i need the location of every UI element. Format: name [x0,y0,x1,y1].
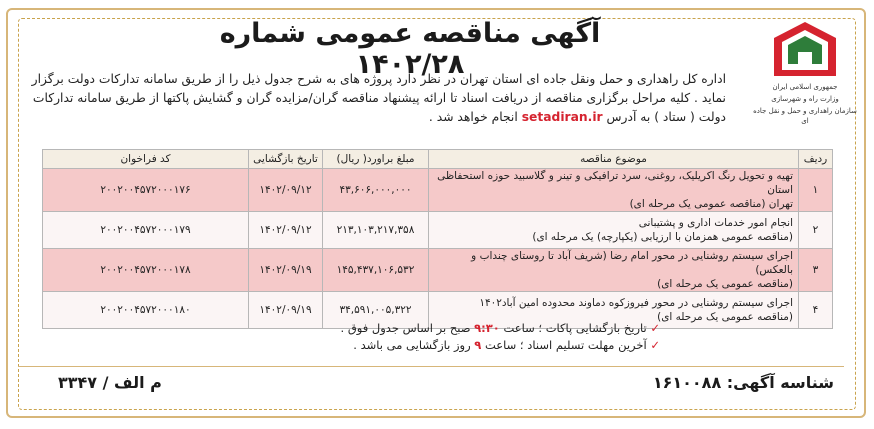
note-highlight: ۹ [474,338,482,352]
check-icon: ✓ [650,321,660,335]
header-open-date: تاریخ بازگشایی [249,150,323,169]
subject-line: (مناقصه عمومی یک مرحله ای) [657,278,793,290]
row-number: ۳ [799,249,833,292]
check-icon: ✓ [650,338,660,352]
note-text: صبح بر اساس جدول فوق . [340,321,471,335]
road-organization-logo-icon [770,18,840,80]
row-subject [429,169,799,212]
header-row-no: ردیف [799,150,833,169]
note-deadline [240,337,660,354]
row-open-date: ۱۴۰۲/۰۹/۱۹ [249,292,323,329]
subject-line: اجرای سیستم روشنایی در محور فیروزکوه دماوند محدوده امین آباد۱۴۰۲ [479,297,793,309]
table-row [43,169,833,212]
row-estimate: ۱۴۵,۴۳۷,۱۰۶,۵۳۲ [323,249,429,292]
row-number: ۴ [799,292,833,329]
subject-line: اجرای سیستم روشنایی در محور امام رضا (شریف آباد تا روستای چنداب و بالعکس) [471,250,793,276]
row-number: ۲ [799,212,833,249]
ad-identifier: شناسه آگهی: ۱۶۱۰۰۸۸ [652,373,834,392]
header-subject: موضوع مناقصه [429,150,799,169]
org-line-1: جمهوری اسلامی ایران [772,83,838,91]
subject-line: انجام امور خدمات اداری و پشتیبانی [638,217,793,229]
tender-table [42,149,833,329]
note-text: آخرین مهلت تسلیم اسناد ؛ ساعت [484,338,647,352]
row-open-date: ۱۴۰۲/۰۹/۱۲ [249,169,323,212]
row-call-code: ۲۰۰۲۰۰۴۵۷۲۰۰۰۱۷۸ [43,249,249,292]
note-highlight: ۹:۳۰ [474,321,500,335]
subject-line: (مناقصه عمومی یک مرحله ای) [657,311,793,323]
row-call-code: ۲۰۰۲۰۰۴۵۷۲۰۰۰۱۸۰ [43,292,249,329]
table-header-row [43,150,833,169]
note-opening-time [240,320,660,337]
row-estimate: ۳۴,۵۹۱,۰۰۵,۳۲۲ [323,292,429,329]
row-open-date: ۱۴۰۲/۰۹/۱۲ [249,212,323,249]
intro-paragraph [28,70,726,127]
org-line-2: وزارت راه و شهرسازی [771,95,839,103]
note-text: تاریخ بازگشایی پاکات ؛ ساعت [503,321,647,335]
subject-line: تهیه و تحویل رنگ اکریلیک، روغنی، سرد ترافیکی و تینر و گلاسبید حوزه استحفاظی استان [437,170,793,196]
setad-website-link[interactable]: setadiran.ir [521,110,603,124]
table-row [43,249,833,292]
row-subject [429,212,799,249]
header-call-code: کد فراخوان [43,150,249,169]
ministry-logo [750,18,860,130]
footer-divider [18,366,844,367]
row-open-date: ۱۴۰۲/۰۹/۱۹ [249,249,323,292]
org-line-3: سازمان راهداری و حمل و نقل جاده ای [753,107,857,125]
notes-block [240,320,660,354]
row-subject [429,249,799,292]
subject-line: (مناقصه عمومی همزمان با ارزیابی (یکپارچه) یک مرحله ای) [532,231,793,243]
header-estimate: مبلغ براورد( ریال) [323,150,429,169]
intro-tail: انجام خواهد شد . [428,110,518,124]
row-estimate: ۲۱۳,۱۰۳,۲۱۷,۳۵۸ [323,212,429,249]
note-text: روز بازگشایی می باشد . [353,338,471,352]
row-call-code: ۲۰۰۲۰۰۴۵۷۲۰۰۰۱۷۶ [43,169,249,212]
ad-title: آگهی مناقصه عمومی شماره ۱۴۰۲/۲۸ [219,18,601,80]
intro-text: اداره کل راهداری و حمل ونقل جاده ای استان تهران در نظر دارد پروژه های به شرح جدول ذیل را از طریق سامانه تدارکات دولت برگزار نماید . کلیه مراحل برگزاری مناقصه از دریافت اسناد تا ارائه پیشنهاد مناقصه گران/مزایده گران و گشایش پاکتها از طریق سامانه تدارکات دولت ( ستاد ) به آدرس [31,72,726,124]
subject-line: تهران (مناقصه عمومی یک مرحله ای) [629,198,793,210]
table-row [43,212,833,249]
ad-code: م الف / ۳۳۴۷ [58,373,162,392]
row-number: ۱ [799,169,833,212]
row-estimate: ۴۳,۶۰۶,۰۰۰,۰۰۰ [323,169,429,212]
row-call-code: ۲۰۰۲۰۰۴۵۷۲۰۰۰۱۷۹ [43,212,249,249]
